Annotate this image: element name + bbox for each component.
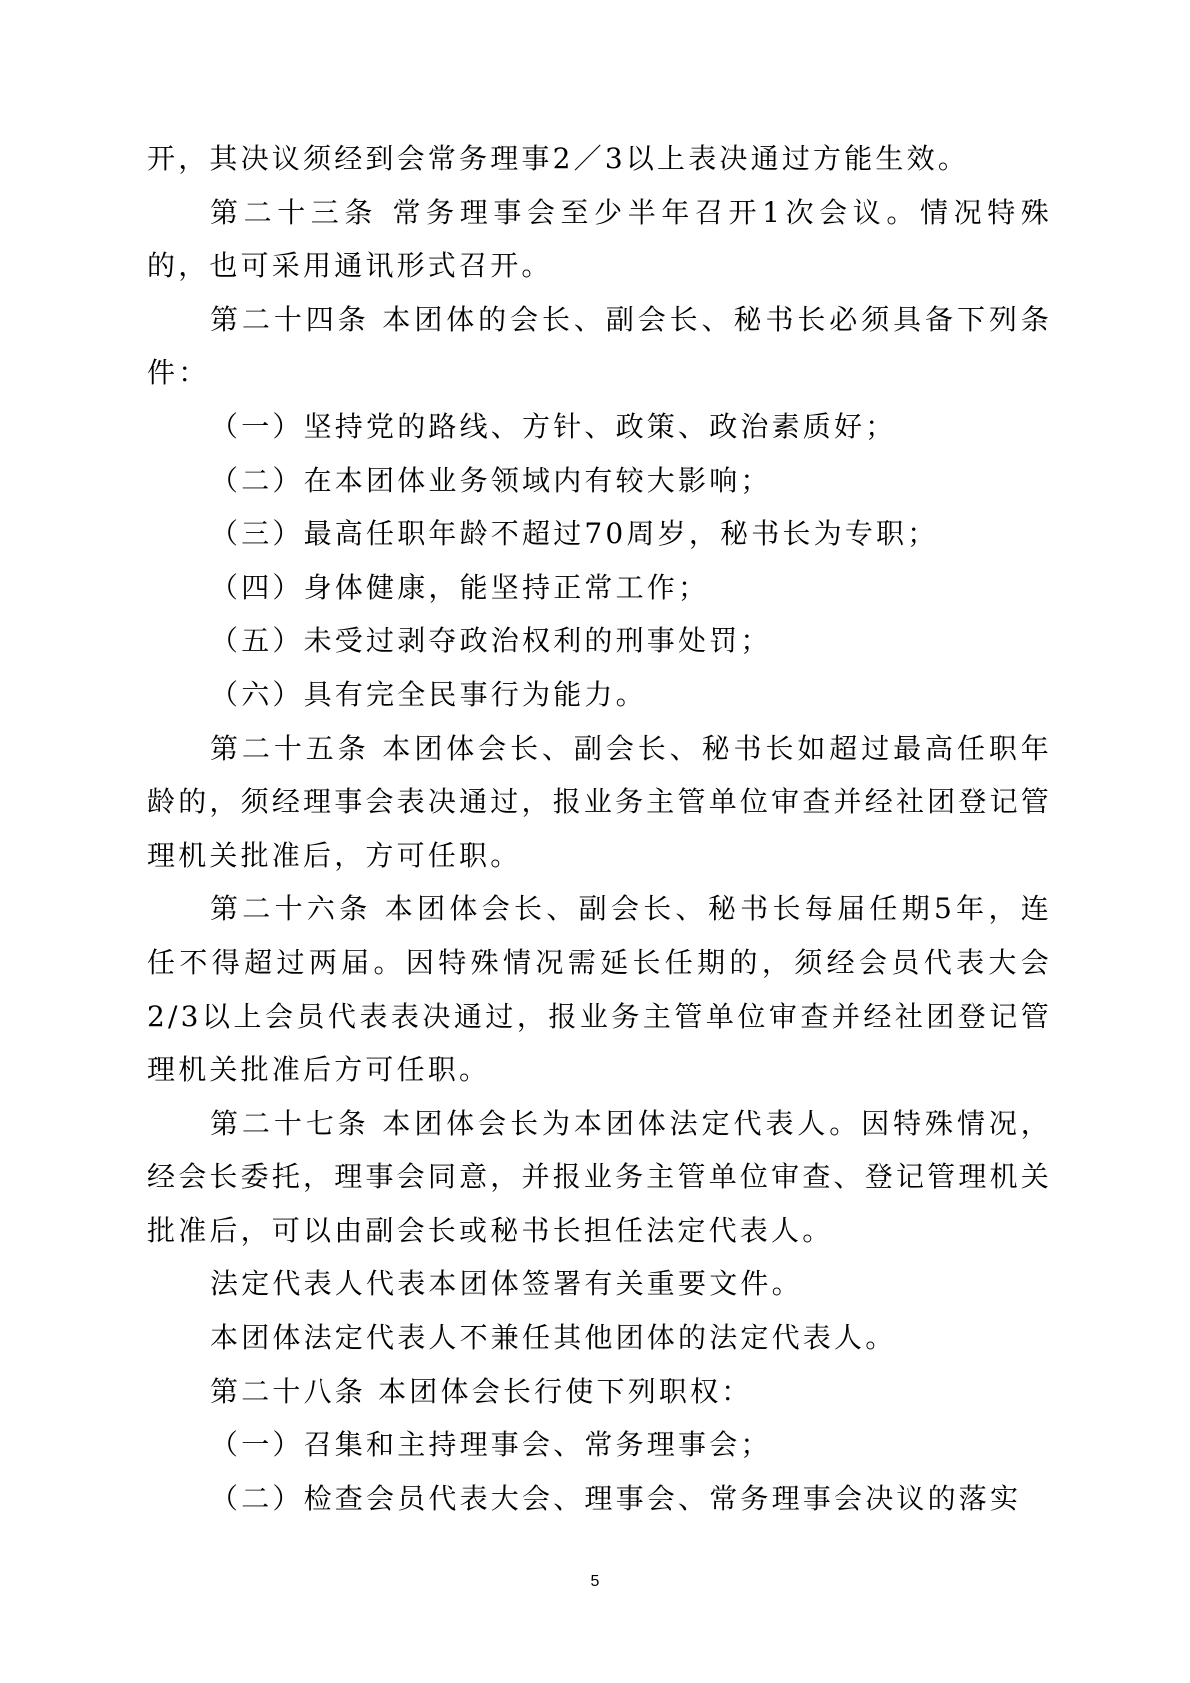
document-body <box>147 132 1052 1525</box>
paragraph-continuation: 开，其决议须经到会常务理事2／3以上表决通过方能生效。 <box>147 142 970 175</box>
article-24-item-5: （五）未受过剥夺政治权利的刑事处罚； <box>210 624 772 658</box>
page-number: 5 <box>590 1573 600 1590</box>
article-28: 第二十八条 本团体会长行使下列职权： <box>210 1374 753 1408</box>
article-24-item-2: （二）在本团体业务领域内有较大影响； <box>210 463 772 497</box>
article-26: 第二十六条 本团体会长、副会长、秘书长每届任期5年，连任不得超过两届。因特殊情况需延长任期的，须经会员代表大会2/3以上会员代表表决通过，报业务主管单位审查并经社团登记管理机关批准后方可任职。 <box>147 892 1052 1087</box>
article-27: 第二十七条 本团体会长为本团体法定代表人。因特殊情况，经会长委托，理事会同意，并报业务主管单位审查、登记管理机关批准后，可以由副会长或秘书长担任法定代表人。 <box>147 1106 1052 1247</box>
article-27-paragraph-3: 本团体法定代表人不兼任其他团体的法定代表人。 <box>210 1321 897 1355</box>
article-25: 第二十五条 本团体会长、副会长、秘书长如超过最高任职年龄的，须经理事会表决通过，报业务主管单位审查并经社团登记管理机关批准后，方可任职。 <box>147 731 1052 872</box>
article-23: 第二十三条 常务理事会至少半年召开1次会议。情况特殊的，也可采用通讯形式召开。 <box>147 195 1052 283</box>
article-24-item-4: （四）身体健康，能坚持正常工作； <box>210 570 710 604</box>
article-24-item-6: （六）具有完全民事行为能力。 <box>210 677 647 711</box>
article-27-paragraph-2: 法定代表人代表本团体签署有关重要文件。 <box>210 1267 803 1301</box>
article-24-item-1: （一）坚持党的路线、方针、政策、政治素质好； <box>210 409 897 443</box>
article-28-item-1: （一）召集和主持理事会、常务理事会； <box>210 1428 772 1462</box>
article-24-item-3: （三）最高任职年龄不超过70周岁，秘书长为专职； <box>210 517 939 551</box>
article-24: 第二十四条 本团体的会长、副会长、秘书长必须具备下列条件： <box>147 302 1052 390</box>
article-28-item-2: （二）检查会员代表大会、理事会、常务理事会决议的落实 <box>210 1481 1022 1515</box>
